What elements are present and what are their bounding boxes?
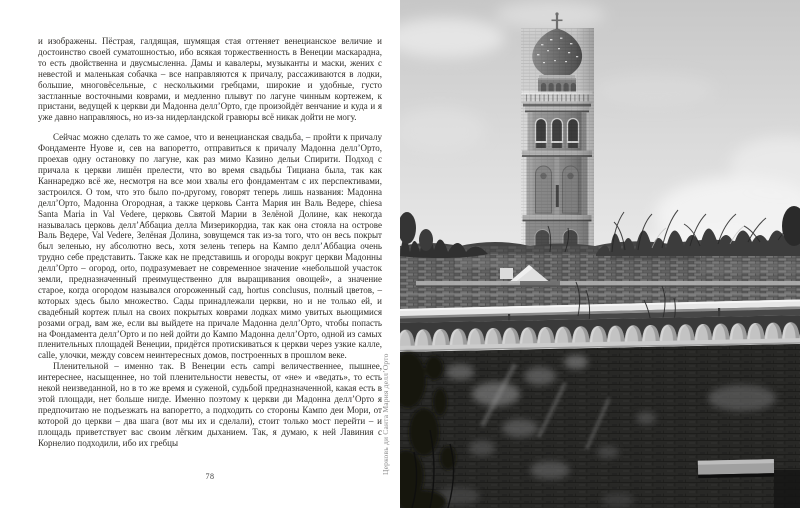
campanile-tower: [521, 12, 594, 250]
photo-illustration: [400, 0, 800, 508]
page-number: 78: [205, 472, 215, 481]
photo-campanile-madonna-dell-orto: [400, 0, 800, 508]
dark-brick-wall: [400, 344, 800, 508]
body-text: [38, 36, 382, 449]
paragraph-1: и изображены. Пёстрая, галдящая, шумящая стая оттеняет венецианское величие и достоинство своей суматошностью, ибо всякая торжественность в Венеции маскарадна, то есть двойственна и двусмысленна. Дамы и кавалеры, музыканты и маски, жених с невестой и маленькая собачка – все направляются к причалу, рассаживаются в лодки, большие, многовёсельные, с несколькими гребцами, широкие и удобные, густо застланные восточными коврами, и медленно плывут по лагуне чинным кортежем, к пристани, ведущей к церкви ди Мадонна делл’Орто, где произойдёт венчание и куда и я уже давно направляюсь, но из-за нидерландской гравюры всё никак дойти не могу.: [38, 36, 382, 123]
paragraph-3: Пленительной – именно так. В Венеции есть campi величественнее, пышнее, интереснее, насыщеннее, но той пленительности невесты, от «не» и «ведать», то есть некой неизведанной, но в то же время и суженой, судьбой предназначенной, какая есть в этой площади, нет больше нигде. Именно поэтому к церкви ди Мадонна делл’Орто я предпочитаю не подъезжать на вапоретто, а подходить со стороны Кампо деи Мори, от которой до церкви – два шага (вот мы их и сделали), стоит только мост перейти – и площадь приветствует вас своим лёгким дыханием. Так, я думаю, к ней Лавиния с Корнелио подходили, ибо их гребцы: [38, 361, 382, 448]
stone-lintel: [698, 459, 774, 478]
paragraph-2: Сейчас можно сделать то же самое, что и венецианская свадьба, – пройти к причалу Фондаменте Нуове и, сев на вапоретто, отправиться к причалу Мадонна делл’Орто, проехав одну остановку по лагуне, как раз мимо Казино дельи Спирити. Подход с причала к церкви лишён прелести, что во время свадьбы Тициана была, так как Каннареджо всё же, несмотря на все мои хвалы его фондаментам с их перспективами, застроился. О том, что это было по-другому, говорят теперь лишь названия: Мадонна делл’Орто, Мадонна Огородная, а также церковь Санта Мария ин Валь Ведере, chiesa Santa Maria in Val Vedere, церковь Святой Марии в Зелёной Долине, как некогда называлась церковь делл’Аббациа делла Мизерикордиа, так как она стояла на острове Валь Ведере, Val Vedere, Зелёная Долина, зовущемся так из-за того, что он весь покрыт был зеленью, ну абсолютно весь, хотя зелень теперь на Кампо делл’Аббациа очень трудно себе представить. Также как не представишь и огороды вокруг церкви Мадонны делл’Орто – огород, orto, подразумевает не современное значение «небольшой участок земли, предназначенный преимущественно для выращивания овощей», а значение старое, когда огородом назывался огороженный сад, hortus conclusus, полный цветов, – которых здесь было множество. Сады принадлежали церкви, но и не только ей, и свадебный кортеж плыл на своих покрытых коврами лодках мимо увитых вьющимися розами оград, вам же, если вы выйдете на причале Мадонна делл’Орто, чтобы попасть на Фондамента делл’Орто и по ней дойти до Кампо Мадонна делл’Орто, одной из самых пленительных площадей Венеции, придётся протискиваться к церкви через узкие калле, calle, улочки, между совсем неинтересных домов, построенных в прошлом веке.: [38, 132, 382, 361]
photo-caption-vertical: Церковь ди Санта Мария делл’Орто: [381, 353, 390, 475]
